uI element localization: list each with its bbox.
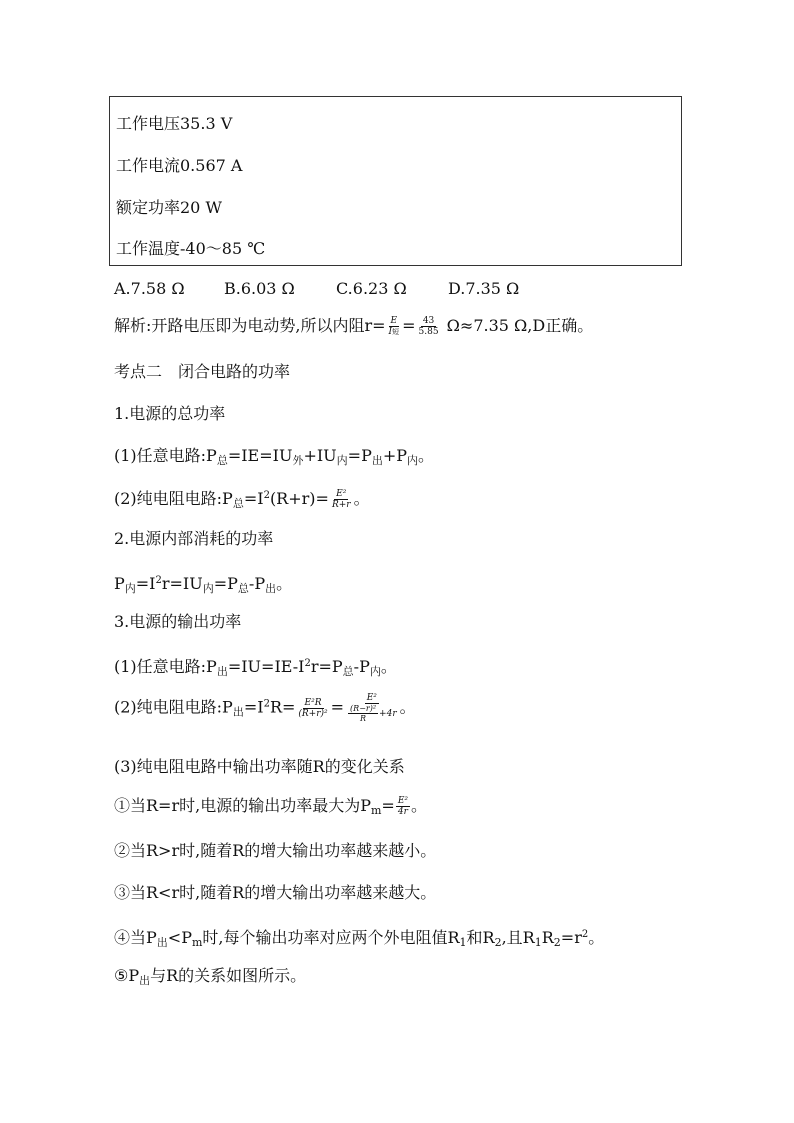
statement-1: ①当R=r时,电源的输出功率最大为$P_m=$ $\frac{\text{E²}}{4r}$ 。 [114,796,428,817]
option-c: C.6.23 Ω [336,279,407,298]
spec-row-power: 额定功率20 W [116,198,222,217]
fraction-denominator: I [388,327,393,337]
fraction-e2r-over-rplusr2: $\frac{\text{E²R}}{\text{(R+r)²}}$ [298,697,328,719]
formula-total-power-pure: (2)纯电阻电路$:P_总=I^2(R+r)=$ $\frac{\text{E²}}{R+r}$ 。 [114,489,370,510]
formula-internal-power: $P_内=I^2r=IU_内=P_总-P_出$。 [114,574,293,595]
fraction-numerator: 43 [422,316,435,326]
formula-output-power-pure: (2)纯电阻电路$:P_出=I^2R=$ $\frac{\text{E²R}}{\text{(R+r)²}}$ = E² $\frac{\text{(R−r)²}}{R}$ +4r 。 [114,693,416,723]
analysis-text: 解析:开路电压即为电动势,所以内阻 [114,316,365,335]
fraction-denominator: 5.85 [418,327,439,337]
spec-row-temperature: 工作温度-40～85 ℃ [116,239,266,258]
heading-total-power: 1.电源的总功率 [114,404,226,423]
fraction-e2-over-4r: $\frac{\text{E²}}{4r}$ [397,796,408,817]
formula-output-power-any: (1)任意电路$:P_出=IU=IE-I^2r=P_总-P_内$。 [114,657,397,678]
section-title: 考点二 闭合电路的功率 [114,362,291,381]
spec-row-voltage: 工作电压35.3 V [116,114,233,133]
fraction-e2-over-rplusr: $\frac{\text{E²}}{R+r}$ [331,489,351,510]
analysis-line: 解析:开路电压即为电动势,所以内阻r= $\frac{E}{\text{I短}}$ = $\frac{43}{5.85}$ Ω≈7.35 Ω,D正确。 [114,316,594,337]
statement-3: ③当R<r时,随着R的增大输出功率越来越大。 [114,883,437,902]
statement-5: $⑤P_出$与R的关系如图所示。 [114,966,307,987]
analysis-formula-lhs: r= [364,316,386,335]
fraction-43-over-585 [417,316,441,337]
spec-row-current: 工作电流0.567 A [116,156,243,175]
option-a: A.7.58 Ω [114,279,185,298]
fraction-e-over-i [387,316,402,337]
heading-internal-power: 2.电源内部消耗的功率 [114,529,274,548]
heading-output-power: 3.电源的输出功率 [114,612,242,631]
statement-4: ④当$P_出<P_m$时,每个输出功率对应两个外电阻值$R_1$和$R_2$,且$R_1R_2=r^2$。 [114,928,605,949]
statement-2: ②当R>r时,随着R的增大输出功率越来越小。 [114,841,437,860]
fraction-numerator: E [390,316,398,326]
heading-output-vs-r: (3)纯电阻电路中输出功率随R的变化关系 [114,757,405,776]
formula-total-power-any: (1)任意电路$:P_总=IE=IU_外+IU_内=P_出+P_内$。 [114,446,435,467]
option-d: D.7.35 Ω [448,279,520,298]
analysis-result: Ω≈7.35 Ω,D正确。 [441,316,594,335]
answer-options [114,279,519,299]
option-b: B.6.03 Ω [224,279,295,298]
fraction-denominator-sub: 短 [392,328,400,336]
spec-table [109,96,682,266]
fraction-e2-over-compound: E² $\frac{\text{(R−r)²}}{R}$ +4r [350,693,397,723]
